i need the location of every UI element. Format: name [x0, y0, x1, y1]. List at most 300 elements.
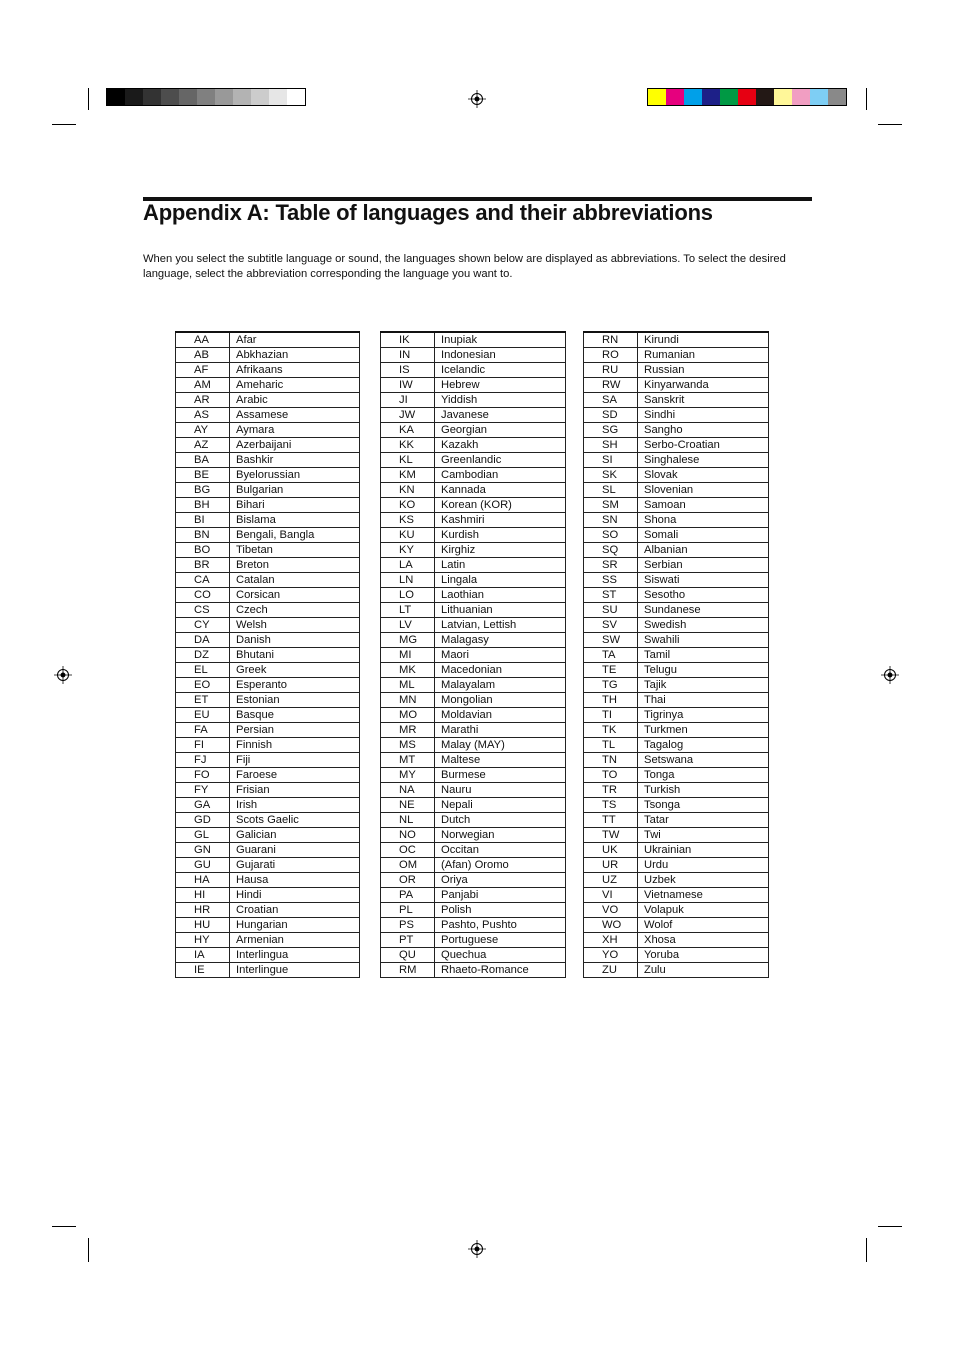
language-name: Afar [230, 332, 360, 348]
language-code: IA [176, 948, 230, 963]
language-code: EU [176, 708, 230, 723]
table-row [381, 678, 566, 693]
language-code: LN [381, 573, 435, 588]
language-name: Bengali, Bangla [230, 528, 360, 543]
language-code: NO [381, 828, 435, 843]
color-swatch [215, 89, 233, 105]
language-name: Burmese [435, 768, 566, 783]
table-row [176, 708, 360, 723]
table-row [381, 918, 566, 933]
table-row [176, 588, 360, 603]
language-name: Tigrinya [638, 708, 769, 723]
language-name: Guarani [230, 843, 360, 858]
language-code: TT [584, 813, 638, 828]
language-name: Nepali [435, 798, 566, 813]
language-code: AB [176, 348, 230, 363]
language-code: AA [176, 332, 230, 348]
language-code: MO [381, 708, 435, 723]
language-name: Czech [230, 603, 360, 618]
table-row [584, 678, 769, 693]
language-code: KL [381, 453, 435, 468]
language-code: PL [381, 903, 435, 918]
language-code: LV [381, 618, 435, 633]
color-swatch [269, 89, 287, 105]
language-code: NA [381, 783, 435, 798]
language-name: Scots Gaelic [230, 813, 360, 828]
table-row [176, 858, 360, 873]
page-title: Appendix A: Table of languages and their abbreviations [143, 200, 713, 225]
language-name: Turkmen [638, 723, 769, 738]
language-code: TE [584, 663, 638, 678]
language-table-2 [380, 331, 566, 978]
table-row [584, 723, 769, 738]
language-code: AZ [176, 438, 230, 453]
language-code: GN [176, 843, 230, 858]
language-name: Occitan [435, 843, 566, 858]
language-name: Kirundi [638, 332, 769, 348]
language-code: YO [584, 948, 638, 963]
intro-paragraph: When you select the subtitle language or sound, the languages shown below are displayed as abbreviations. To select the desired language, select the abbreviation corresponding the language you want to. [143, 253, 786, 280]
language-code: EO [176, 678, 230, 693]
language-code: FA [176, 723, 230, 738]
language-name: Polish [435, 903, 566, 918]
table-row [584, 828, 769, 843]
language-name: Kirghiz [435, 543, 566, 558]
language-name: Bashkir [230, 453, 360, 468]
language-name: Russian [638, 363, 769, 378]
table-row [381, 513, 566, 528]
language-code: UK [584, 843, 638, 858]
language-code: IS [381, 363, 435, 378]
language-code: SM [584, 498, 638, 513]
color-swatch [738, 89, 756, 105]
language-code: SD [584, 408, 638, 423]
language-name: Slovenian [638, 483, 769, 498]
language-code: TW [584, 828, 638, 843]
language-name: Norwegian [435, 828, 566, 843]
table-row [584, 363, 769, 378]
color-swatch [143, 89, 161, 105]
language-code: KU [381, 528, 435, 543]
table-row [381, 588, 566, 603]
table-row [381, 468, 566, 483]
table-row [176, 363, 360, 378]
language-code: CY [176, 618, 230, 633]
color-swatch [251, 89, 269, 105]
language-name: Bislama [230, 513, 360, 528]
language-name: Swedish [638, 618, 769, 633]
language-name: Volapuk [638, 903, 769, 918]
table-row [176, 633, 360, 648]
table-row [381, 573, 566, 588]
language-code: MR [381, 723, 435, 738]
language-name: Tsonga [638, 798, 769, 813]
language-name: Breton [230, 558, 360, 573]
language-code: SG [584, 423, 638, 438]
language-name: Esperanto [230, 678, 360, 693]
language-name: Tagalog [638, 738, 769, 753]
language-name: (Afan) Oromo [435, 858, 566, 873]
crop-mark [878, 1226, 902, 1227]
language-name: Indonesian [435, 348, 566, 363]
language-code: SQ [584, 543, 638, 558]
table-row [176, 332, 360, 348]
language-code: TR [584, 783, 638, 798]
language-code: TL [584, 738, 638, 753]
language-code: TS [584, 798, 638, 813]
language-code: QU [381, 948, 435, 963]
table-row [584, 858, 769, 873]
table-row [584, 603, 769, 618]
language-name: Hausa [230, 873, 360, 888]
table-row [381, 798, 566, 813]
table-row [584, 513, 769, 528]
table-row [584, 558, 769, 573]
language-name: Catalan [230, 573, 360, 588]
crop-mark [878, 124, 902, 125]
language-name: Sesotho [638, 588, 769, 603]
language-name: Malagasy [435, 633, 566, 648]
language-code: TH [584, 693, 638, 708]
table-row [176, 918, 360, 933]
table-row [176, 618, 360, 633]
language-name: Rhaeto-Romance [435, 963, 566, 978]
table-row [381, 723, 566, 738]
language-code: CA [176, 573, 230, 588]
language-code: IN [381, 348, 435, 363]
language-code: BR [176, 558, 230, 573]
language-code: NE [381, 798, 435, 813]
table-row [584, 618, 769, 633]
table-row [381, 603, 566, 618]
table-row [584, 543, 769, 558]
table-row [381, 423, 566, 438]
table-row [381, 348, 566, 363]
table-row [584, 888, 769, 903]
table-row [584, 423, 769, 438]
table-row [381, 663, 566, 678]
language-name: Wolof [638, 918, 769, 933]
language-name: Kinyarwanda [638, 378, 769, 393]
language-name: Byelorussian [230, 468, 360, 483]
language-code: BO [176, 543, 230, 558]
language-code: LO [381, 588, 435, 603]
language-code: KY [381, 543, 435, 558]
registration-mark-icon [468, 90, 486, 108]
language-name: Moldavian [435, 708, 566, 723]
language-name: Bhutani [230, 648, 360, 663]
table-row [176, 498, 360, 513]
language-code: SU [584, 603, 638, 618]
language-name: Kazakh [435, 438, 566, 453]
language-name: Vietnamese [638, 888, 769, 903]
language-code: GD [176, 813, 230, 828]
color-swatch [197, 89, 215, 105]
table-row [176, 528, 360, 543]
language-name: Siswati [638, 573, 769, 588]
table-row [176, 603, 360, 618]
language-name: Marathi [435, 723, 566, 738]
language-code: PS [381, 918, 435, 933]
language-code: MG [381, 633, 435, 648]
language-name: Fiji [230, 753, 360, 768]
table-row [381, 498, 566, 513]
language-name: Zulu [638, 963, 769, 978]
language-code: JI [381, 393, 435, 408]
table-row [176, 903, 360, 918]
language-name: Croatian [230, 903, 360, 918]
language-name: Lingala [435, 573, 566, 588]
table-row [584, 933, 769, 948]
language-name: Basque [230, 708, 360, 723]
color-swatch [287, 89, 305, 105]
table-row [176, 963, 360, 978]
language-code: MS [381, 738, 435, 753]
table-row [584, 393, 769, 408]
table-row [176, 483, 360, 498]
language-name: Yoruba [638, 948, 769, 963]
table-row [381, 363, 566, 378]
language-code: HI [176, 888, 230, 903]
language-name: Corsican [230, 588, 360, 603]
language-name: Aymara [230, 423, 360, 438]
table-row [176, 543, 360, 558]
table-row [381, 408, 566, 423]
language-name: Greek [230, 663, 360, 678]
language-name: Latvian, Lettish [435, 618, 566, 633]
language-name: Korean (KOR) [435, 498, 566, 513]
language-name: Welsh [230, 618, 360, 633]
language-name: Hungarian [230, 918, 360, 933]
language-name: Afrikaans [230, 363, 360, 378]
table-row [176, 513, 360, 528]
table-row [381, 648, 566, 663]
language-code: KK [381, 438, 435, 453]
color-swatch [720, 89, 738, 105]
language-code: XH [584, 933, 638, 948]
table-row [584, 783, 769, 798]
table-row [381, 768, 566, 783]
language-name: Kannada [435, 483, 566, 498]
color-swatch-bar [647, 88, 847, 106]
crop-mark [866, 88, 867, 110]
crop-mark [88, 1238, 89, 1262]
table-row [381, 438, 566, 453]
language-code: RM [381, 963, 435, 978]
language-code: SS [584, 573, 638, 588]
language-code: FY [176, 783, 230, 798]
table-row [381, 378, 566, 393]
language-code: ML [381, 678, 435, 693]
language-code: MY [381, 768, 435, 783]
language-name: Xhosa [638, 933, 769, 948]
table-row [381, 393, 566, 408]
language-code: OM [381, 858, 435, 873]
language-name: Telugu [638, 663, 769, 678]
language-name: Lithuanian [435, 603, 566, 618]
language-code: WO [584, 918, 638, 933]
language-name: Kurdish [435, 528, 566, 543]
table-row [584, 693, 769, 708]
table-row [584, 332, 769, 348]
language-name: Azerbaijani [230, 438, 360, 453]
table-row [584, 663, 769, 678]
language-name: Estonian [230, 693, 360, 708]
table-row [381, 753, 566, 768]
language-code: RW [584, 378, 638, 393]
language-name: Macedonian [435, 663, 566, 678]
language-name: Nauru [435, 783, 566, 798]
crop-mark [52, 1226, 76, 1227]
table-row [381, 888, 566, 903]
language-code: HU [176, 918, 230, 933]
table-row [176, 453, 360, 468]
language-name: Assamese [230, 408, 360, 423]
language-code: ST [584, 588, 638, 603]
language-code: IW [381, 378, 435, 393]
language-code: AF [176, 363, 230, 378]
table-row [584, 813, 769, 828]
language-name: Sundanese [638, 603, 769, 618]
table-row [584, 753, 769, 768]
language-name: Pashto, Pushto [435, 918, 566, 933]
language-name: Arabic [230, 393, 360, 408]
language-name: Javanese [435, 408, 566, 423]
language-name: Frisian [230, 783, 360, 798]
table-row [381, 693, 566, 708]
table-row [584, 873, 769, 888]
language-name: Maltese [435, 753, 566, 768]
table-row [381, 858, 566, 873]
language-name: Ameharic [230, 378, 360, 393]
language-code: IE [176, 963, 230, 978]
table-row [584, 648, 769, 663]
table-row [176, 753, 360, 768]
color-swatch [756, 89, 774, 105]
language-code: SH [584, 438, 638, 453]
table-row [584, 468, 769, 483]
table-row [584, 528, 769, 543]
language-name: Kashmiri [435, 513, 566, 528]
table-row [176, 873, 360, 888]
language-name: Portuguese [435, 933, 566, 948]
language-code: MT [381, 753, 435, 768]
color-swatch [702, 89, 720, 105]
table-row [584, 408, 769, 423]
table-row [381, 738, 566, 753]
language-name: Swahili [638, 633, 769, 648]
language-name: Malay (MAY) [435, 738, 566, 753]
language-name: Interlingua [230, 948, 360, 963]
language-code: MK [381, 663, 435, 678]
table-row [381, 813, 566, 828]
table-row [176, 573, 360, 588]
language-code: FI [176, 738, 230, 753]
table-row [584, 843, 769, 858]
crop-mark [88, 88, 89, 110]
table-row [584, 963, 769, 978]
color-swatch [648, 89, 666, 105]
table-row [176, 468, 360, 483]
language-name: Armenian [230, 933, 360, 948]
language-name: Shona [638, 513, 769, 528]
language-name: Thai [638, 693, 769, 708]
language-code: TA [584, 648, 638, 663]
language-code: SN [584, 513, 638, 528]
color-swatch [666, 89, 684, 105]
table-row [176, 648, 360, 663]
table-row [584, 573, 769, 588]
table-row [381, 528, 566, 543]
language-name: Hindi [230, 888, 360, 903]
language-code: PA [381, 888, 435, 903]
language-code: VI [584, 888, 638, 903]
table-row [381, 963, 566, 978]
table-row [381, 543, 566, 558]
language-code: BA [176, 453, 230, 468]
language-code: JW [381, 408, 435, 423]
table-row [381, 633, 566, 648]
table-row [381, 618, 566, 633]
language-name: Rumanian [638, 348, 769, 363]
table-row [584, 708, 769, 723]
color-swatch [810, 89, 828, 105]
language-name: Galician [230, 828, 360, 843]
language-table-1 [175, 331, 360, 978]
table-row [584, 378, 769, 393]
table-row [381, 933, 566, 948]
table-row [176, 348, 360, 363]
language-code: OC [381, 843, 435, 858]
language-code: GA [176, 798, 230, 813]
language-table-3 [583, 331, 769, 978]
language-code: FJ [176, 753, 230, 768]
table-row [381, 903, 566, 918]
language-name: Urdu [638, 858, 769, 873]
table-row [176, 558, 360, 573]
color-swatch [233, 89, 251, 105]
language-name: Twi [638, 828, 769, 843]
language-code: GL [176, 828, 230, 843]
table-row [176, 813, 360, 828]
language-name: Hebrew [435, 378, 566, 393]
table-row [381, 828, 566, 843]
table-row [381, 843, 566, 858]
language-code: OR [381, 873, 435, 888]
language-name: Tajik [638, 678, 769, 693]
table-row [176, 423, 360, 438]
table-row [381, 453, 566, 468]
language-code: AR [176, 393, 230, 408]
language-code: DA [176, 633, 230, 648]
registration-mark-icon [54, 666, 72, 684]
language-code: KO [381, 498, 435, 513]
language-name: Samoan [638, 498, 769, 513]
language-name: Bulgarian [230, 483, 360, 498]
table-row [176, 393, 360, 408]
table-row [176, 933, 360, 948]
language-code: CS [176, 603, 230, 618]
language-name: Oriya [435, 873, 566, 888]
language-code: BI [176, 513, 230, 528]
language-code: HA [176, 873, 230, 888]
language-code: GU [176, 858, 230, 873]
table-row [381, 873, 566, 888]
gray-swatch-bar [106, 88, 306, 106]
language-name: Inupiak [435, 332, 566, 348]
language-name: Yiddish [435, 393, 566, 408]
language-code: MN [381, 693, 435, 708]
